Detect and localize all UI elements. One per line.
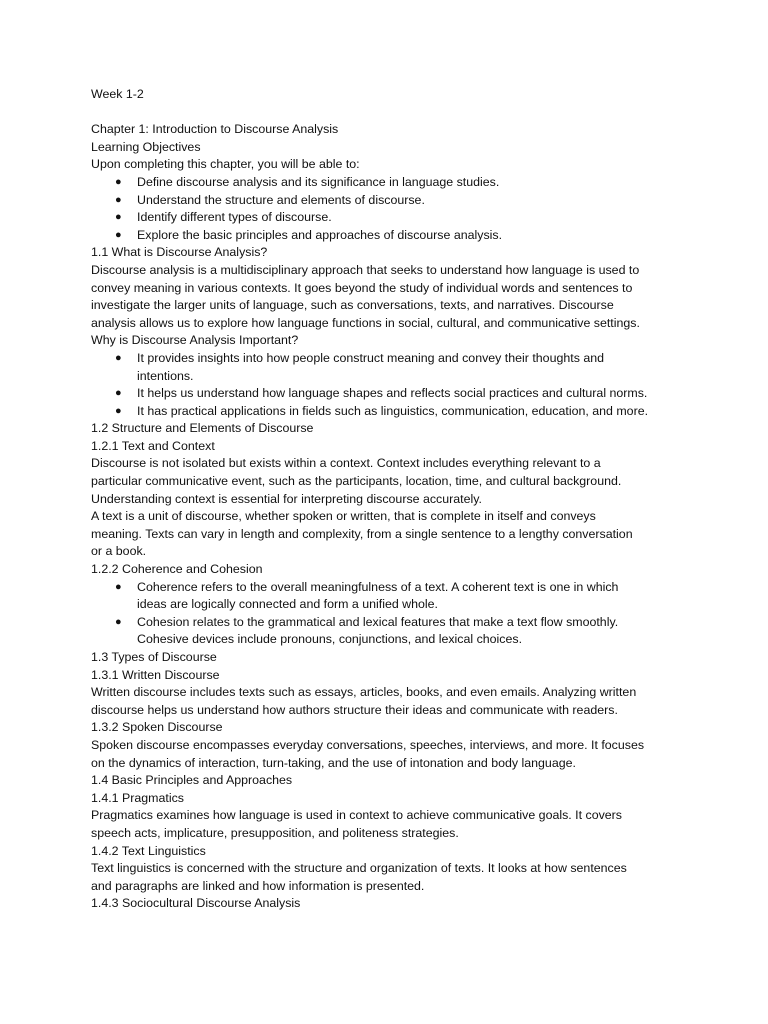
paragraph-line: speech acts, implicature, presupposition, and politeness strategies.	[91, 825, 459, 840]
learning-objectives-heading: Learning Objectives	[91, 139, 201, 154]
objectives-list	[91, 174, 691, 244]
paragraph-line: and paragraphs are linked and how information is presented.	[91, 878, 425, 893]
paragraph-line: Understanding context is essential for interpreting discourse accurately.	[91, 491, 482, 506]
paragraph-line: discourse helps us understand how authors structure their ideas and communicate with readers.	[91, 702, 618, 717]
subsection-heading: 1.2.2 Coherence and Cohesion	[91, 562, 263, 577]
subsection-heading: 1.4.1 Pragmatics	[91, 790, 184, 805]
document-page	[91, 86, 691, 913]
list-item	[91, 227, 691, 245]
bullet-icon: ●	[115, 615, 122, 628]
list-item	[91, 209, 691, 227]
paragraph-line: or a book.	[91, 544, 147, 559]
list-item	[91, 174, 691, 192]
bullet-icon: ●	[115, 228, 122, 241]
bullet-line: It helps us understand how language shapes and reflects social practices and cultural norms.	[137, 386, 648, 401]
paragraph-line: Written discourse includes texts such as essays, articles, books, and even emails. Analyzing written	[91, 685, 637, 700]
paragraph-line: Text linguistics is concerned with the structure and organization of texts. It looks at how sentences	[91, 861, 627, 876]
bullet-icon: ●	[115, 580, 122, 593]
bullet-line: intentions.	[137, 368, 194, 383]
coherence-list	[91, 579, 691, 649]
subsection-heading: 1.2.1 Text and Context	[91, 438, 215, 453]
bullet-icon: ●	[115, 351, 122, 364]
why-list	[91, 350, 691, 420]
objective-text: Explore the basic principles and approaches of discourse analysis.	[137, 227, 503, 242]
objective-text: Define discourse analysis and its significance in language studies.	[137, 174, 500, 189]
bullet-line: Cohesion relates to the grammatical and lexical features that make a text flow smoothly.	[137, 614, 619, 629]
paragraph-line: particular communicative event, such as the participants, location, time, and cultural background.	[91, 474, 622, 489]
paragraph-line: on the dynamics of interaction, turn-taking, and the use of intonation and body language.	[91, 755, 576, 770]
list-item	[91, 403, 691, 421]
bullet-line: Cohesive devices include pronouns, conjunctions, and lexical choices.	[137, 632, 523, 647]
section-heading: 1.1 What is Discourse Analysis?	[91, 245, 268, 260]
list-item	[91, 579, 691, 614]
paragraph-line: investigate the larger units of language, such as conversations, texts, and narratives. Discourse	[91, 298, 614, 313]
list-item	[91, 385, 691, 403]
objective-text: Identify different types of discourse.	[137, 210, 332, 225]
paragraph-line: analysis allows us to explore how language functions in social, cultural, and communicative settings.	[91, 315, 640, 330]
subsection-heading: Why is Discourse Analysis Important?	[91, 333, 299, 348]
bullet-line: Coherence refers to the overall meaningfulness of a text. A coherent text is one in which	[137, 579, 619, 594]
bullet-icon: ●	[115, 404, 122, 417]
paragraph-line: Discourse is not isolated but exists within a context. Context includes everything relevant to a	[91, 456, 601, 471]
list-item	[91, 614, 691, 649]
bullet-icon: ●	[115, 193, 122, 206]
paragraph-line: Spoken discourse encompasses everyday conversations, speeches, interviews, and more. It focuses	[91, 737, 645, 752]
subsection-heading: 1.4.3 Sociocultural Discourse Analysis	[91, 896, 301, 911]
list-item	[91, 350, 691, 385]
paragraph-line: Pragmatics examines how language is used in context to achieve communicative goals. It covers	[91, 808, 623, 823]
section-heading: 1.2 Structure and Elements of Discourse	[91, 421, 314, 436]
subsection-heading: 1.4.2 Text Linguistics	[91, 843, 206, 858]
paragraph-line: Discourse analysis is a multidisciplinary approach that seeks to understand how language is used to	[91, 262, 640, 277]
bullet-icon: ●	[115, 211, 122, 224]
bullet-line: ideas are logically connected and form a unified whole.	[137, 597, 438, 612]
blank-line	[91, 104, 691, 122]
objectives-intro: Upon completing this chapter, you will be able to:	[91, 157, 360, 172]
paragraph-line: meaning. Texts can vary in length and complexity, from a single sentence to a lengthy conversation	[91, 526, 633, 541]
bullet-icon: ●	[115, 387, 122, 400]
bullet-line: It provides insights into how people construct meaning and convey their thoughts and	[137, 350, 605, 365]
chapter-title: Chapter 1: Introduction to Discourse Analysis	[91, 122, 339, 137]
subsection-heading: 1.3.1 Written Discourse	[91, 667, 220, 682]
bullet-line: It has practical applications in fields such as linguistics, communication, education, and more.	[137, 403, 649, 418]
bullet-icon: ●	[115, 175, 122, 188]
section-heading: 1.3 Types of Discourse	[91, 650, 217, 664]
paragraph-line: convey meaning in various contexts. It goes beyond the study of individual words and sentences to	[91, 280, 633, 295]
list-item	[91, 192, 691, 210]
paragraph-line: A text is a unit of discourse, whether spoken or written, that is complete in itself and conveys	[91, 509, 596, 524]
subsection-heading: 1.3.2 Spoken Discourse	[91, 720, 223, 735]
objective-text: Understand the structure and elements of discourse.	[137, 192, 425, 207]
week-label: Week 1-2	[91, 87, 144, 101]
section-heading: 1.4 Basic Principles and Approaches	[91, 773, 293, 788]
